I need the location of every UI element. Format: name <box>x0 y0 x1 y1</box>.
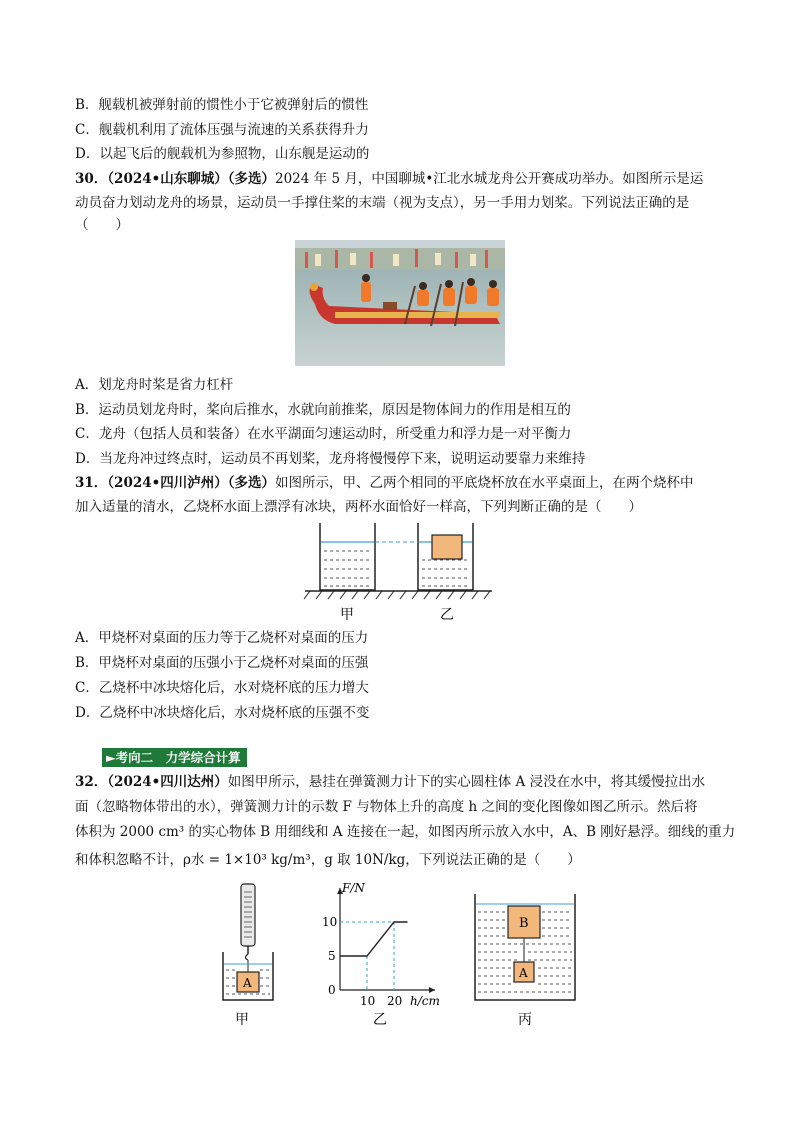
q31-stem-line2: 加入适量的清水，乙烧杯水面上漂浮有冰块，两杯水面恰好一样高，下列判断正确的是（ ） <box>75 499 642 515</box>
q32-stem-line2: 面（忽略物体带出的水），弹簧测力计的示数 F 与物体上升的高度 h 之间的变化图像如图乙所示。然后将 <box>75 799 698 815</box>
q31-number: 31． <box>75 475 108 491</box>
series-line <box>340 922 408 956</box>
q30-stem-line3: （ ） <box>75 217 129 233</box>
q32-stem-line3: 体积为 2000 cm³ 的实心物体 B 用细线和 A 连接在一起，如图丙所示放入水中，A、B 刚好悬浮。细线的重力 <box>75 824 736 840</box>
q30-stem-line1 <box>75 169 703 189</box>
q30-option-c: C．龙舟（包括人员和装备）在水平湖面匀速运动时，所受重力和浮力是一对平衡力 <box>75 426 572 442</box>
ice-block <box>432 535 462 559</box>
x-tick-10: 10 <box>360 994 376 1008</box>
q31-option-c: C．乙烧杯中冰块熔化后，水对烧杯底的压力增大 <box>75 680 369 696</box>
x-tick-20: 20 <box>387 994 403 1008</box>
figure-bing <box>470 892 580 1032</box>
q32-source: （2024•四川达州） <box>107 774 228 790</box>
y-tick-10: 10 <box>322 915 338 929</box>
y-tick-5: 5 <box>328 949 336 963</box>
figure-jia <box>205 880 285 1030</box>
q30-source: （2024•山东聊城） <box>107 171 228 187</box>
q30-text1: 2024 年 5 月，中国聊城•江北水城龙舟公开赛成功举办。如图所示是运 <box>275 171 704 187</box>
q31-stem-line1 <box>75 473 694 493</box>
label-q32-yi: 乙 <box>373 1012 387 1028</box>
q30-option-b: B．运动员划龙舟时，桨向后推水，水就向前推桨，原因是物体间力的作用是相互的 <box>75 402 571 418</box>
prev-option-b: B．舰载机被弹射前的惯性小于它被弹射后的惯性 <box>75 97 369 113</box>
y-axis-label: F/N <box>342 881 365 895</box>
q32-stem-line4: 和体积忽略不计，ρ水 = 1×10³ kg/m³，g 取 10N/kg，下列说法正确的是（ ） <box>75 852 581 868</box>
q31-text1: 如图所示，甲、乙两个相同的平底烧杯放在水平桌面上，在两个烧杯中 <box>275 475 694 491</box>
beakers-figure <box>300 515 500 625</box>
beaker-yi <box>418 523 473 590</box>
section-header: ►考向二 力学综合计算 <box>102 748 247 767</box>
prev-option-c: C．舰载机利用了流体压强与流速的关系获得升力 <box>75 122 369 138</box>
origin-label: 0 <box>328 983 336 997</box>
q31-tag: （多选） <box>227 475 275 491</box>
label-yi: 乙 <box>440 607 454 623</box>
block-a-bing-label: A <box>519 966 528 980</box>
label-jia: 甲 <box>340 607 354 623</box>
q32-text1: 如图甲所示，悬挂在弹簧测力计下的实心圆柱体 A 浸没在水中，将其缓慢拉出水 <box>227 774 706 790</box>
q32-stem-line1 <box>75 772 705 792</box>
q30-tag: （多选） <box>227 171 275 187</box>
q31-source: （2024•四川泸州） <box>107 475 228 491</box>
q31-option-d: D．乙烧杯中冰块熔化后，水对烧杯底的压强不变 <box>75 705 370 721</box>
beaker-jia <box>320 523 375 590</box>
block-a-jia-label: A <box>243 976 252 990</box>
f-h-chart <box>310 880 450 1030</box>
prev-option-d: D．以起飞后的舰载机为参照物，山东舰是运动的 <box>75 146 370 162</box>
label-q32-jia: 甲 <box>235 1012 249 1028</box>
q30-stem-line2: 动员奋力划动龙舟的场景，运动员一手撑住桨的末端（视为支点），另一手用力划桨。下列说法正确的是 <box>75 195 690 211</box>
q32-number: 32． <box>75 774 108 790</box>
label-q32-bing: 丙 <box>518 1012 532 1028</box>
q31-option-b: B．甲烧杯对桌面的压强小于乙烧杯对桌面的压强 <box>75 655 369 671</box>
q30-option-a: A．划龙舟时桨是省力杠杆 <box>75 377 234 393</box>
q30-number: 30． <box>75 171 108 187</box>
block-b-label: B <box>519 916 529 931</box>
q31-option-a: A．甲烧杯对桌面的压力等于乙烧杯对桌面的压力 <box>75 630 369 646</box>
q30-option-d: D．当龙舟冲过终点时，运动员不再划桨，龙舟将慢慢停下来，说明运动要靠力来维持 <box>75 451 586 467</box>
spring-scale-icon <box>241 884 255 960</box>
dragon-boat-photo <box>295 240 505 366</box>
x-axis-label: h/cm <box>410 994 440 1008</box>
